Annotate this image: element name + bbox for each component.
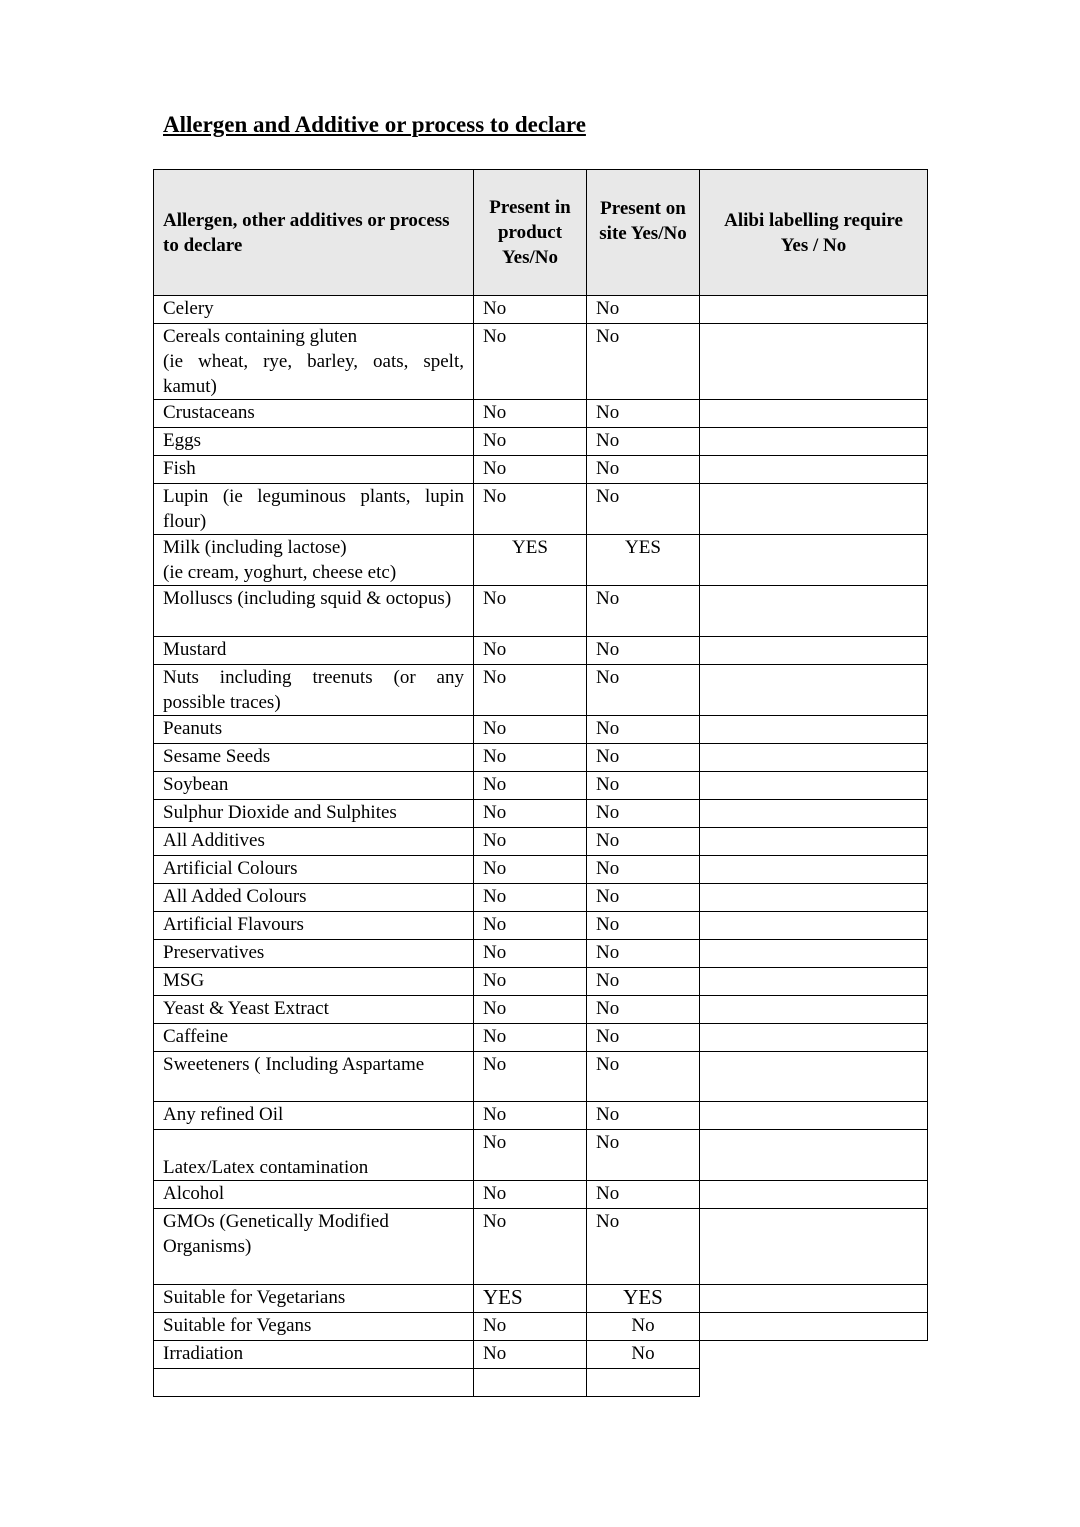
allergen-name: Soybean: [154, 772, 474, 800]
allergen-table: [153, 169, 928, 1397]
table-row: [154, 912, 928, 940]
labelling-cell: [700, 665, 928, 716]
allergen-name: Artificial Colours: [154, 856, 474, 884]
table-row: [154, 856, 928, 884]
labelling-cell: [700, 856, 928, 884]
table-row: [154, 1285, 928, 1313]
table-header-row: [154, 170, 928, 296]
present-on-site: No: [587, 1209, 700, 1285]
present-in-product: No: [474, 800, 587, 828]
table-row: [154, 586, 928, 637]
present-on-site: No: [587, 1102, 700, 1130]
present-in-product: No: [474, 884, 587, 912]
present-on-site: No: [587, 1024, 700, 1052]
present-in-product: No: [474, 772, 587, 800]
allergen-name: Mustard: [154, 637, 474, 665]
present-in-product: No: [474, 637, 587, 665]
labelling-cell: [700, 744, 928, 772]
table-row: [154, 535, 928, 586]
present-in-product: No: [474, 1024, 587, 1052]
table-row: [154, 637, 928, 665]
allergen-name-line2: (ie wheat, rye, barley, oats, spelt, kamut): [163, 351, 464, 397]
present-in-product: No: [474, 456, 587, 484]
empty-cell: [587, 1369, 700, 1397]
table-row: [154, 1130, 928, 1181]
header-labelling-required: Alibi labelling require Yes / No: [700, 170, 928, 296]
allergen-name: Molluscs (including squid & octopus): [154, 586, 474, 637]
allergen-name: Irradiation: [154, 1341, 474, 1369]
present-on-site: No: [587, 744, 700, 772]
present-in-product: No: [474, 296, 587, 324]
table-row: [154, 484, 928, 535]
table-row: [154, 996, 928, 1024]
labelling-cell: [700, 586, 928, 637]
labelling-cell: [700, 716, 928, 744]
table-row: [154, 800, 928, 828]
present-on-site: YES: [587, 1285, 700, 1313]
allergen-name: Eggs: [154, 428, 474, 456]
present-on-site: No: [587, 968, 700, 996]
present-on-site: No: [587, 484, 700, 535]
labelling-cell: [700, 637, 928, 665]
labelling-cell: [700, 1024, 928, 1052]
header-present-on-site: Present on site Yes/No: [587, 170, 700, 296]
allergen-name: Preservatives: [154, 940, 474, 968]
table-row: [154, 428, 928, 456]
allergen-name: All Additives: [154, 828, 474, 856]
present-in-product: No: [474, 1130, 587, 1181]
present-in-product: No: [474, 1052, 587, 1102]
present-on-site: No: [587, 665, 700, 716]
table-row: [154, 940, 928, 968]
present-on-site: No: [587, 996, 700, 1024]
table-row: [154, 400, 928, 428]
present-on-site: No: [587, 456, 700, 484]
present-on-site: No: [587, 1130, 700, 1181]
present-in-product: No: [474, 1181, 587, 1209]
present-in-product: No: [474, 940, 587, 968]
labelling-cell: [700, 1102, 928, 1130]
allergen-name: Yeast & Yeast Extract: [154, 996, 474, 1024]
labelling-cell: [700, 1181, 928, 1209]
table-row: [154, 1024, 928, 1052]
present-on-site: No: [587, 1181, 700, 1209]
present-on-site: No: [587, 586, 700, 637]
present-in-product: No: [474, 400, 587, 428]
present-on-site: No: [587, 716, 700, 744]
labelling-cell: [700, 484, 928, 535]
table-row: [154, 1313, 928, 1341]
table-row: [154, 1341, 928, 1369]
allergen-name: Any refined Oil: [154, 1102, 474, 1130]
present-on-site: No: [587, 400, 700, 428]
table-row: [154, 744, 928, 772]
present-on-site: No: [587, 828, 700, 856]
table-row: [154, 665, 928, 716]
allergen-name: Alcohol: [154, 1181, 474, 1209]
present-in-product: No: [474, 1341, 587, 1369]
labelling-cell: [700, 828, 928, 856]
allergen-name: Fish: [154, 456, 474, 484]
allergen-name-line1: Cereals containing gluten: [163, 326, 358, 347]
labelling-cell: [700, 940, 928, 968]
allergen-name-text: Latex/Latex contamination: [163, 1157, 369, 1178]
present-in-product: No: [474, 1209, 587, 1285]
empty-cell: [154, 1369, 474, 1397]
labelling-cell: [700, 772, 928, 800]
allergen-name: Nuts including treenuts (or any possible traces): [154, 665, 474, 716]
labelling-cell: [700, 1052, 928, 1102]
present-in-product: No: [474, 428, 587, 456]
present-in-product: No: [474, 744, 587, 772]
allergen-name: Artificial Flavours: [154, 912, 474, 940]
labelling-cell: [700, 912, 928, 940]
present-on-site: No: [587, 1313, 700, 1341]
labelling-cell: [700, 456, 928, 484]
allergen-name: [154, 1130, 474, 1181]
labelling-cell: [700, 968, 928, 996]
table-row: [154, 456, 928, 484]
allergen-name: MSG: [154, 968, 474, 996]
allergen-name: Sulphur Dioxide and Sulphites: [154, 800, 474, 828]
allergen-name: [154, 535, 474, 586]
present-in-product: No: [474, 665, 587, 716]
labelling-cell: [700, 296, 928, 324]
present-in-product: YES: [474, 535, 587, 586]
labelling-cell: [700, 1285, 928, 1313]
empty-area: [700, 1369, 928, 1397]
allergen-name: Sesame Seeds: [154, 744, 474, 772]
present-on-site: No: [587, 800, 700, 828]
empty-cell: [474, 1369, 587, 1397]
present-on-site: No: [587, 1341, 700, 1369]
present-on-site: No: [587, 428, 700, 456]
present-in-product: No: [474, 324, 587, 400]
allergen-name: Caffeine: [154, 1024, 474, 1052]
present-in-product: No: [474, 586, 587, 637]
header-present-in-product: Present in product Yes/No: [474, 170, 587, 296]
labelling-cell: [700, 1130, 928, 1181]
labelling-cell: [700, 996, 928, 1024]
labelling-cell: [700, 428, 928, 456]
table-row: [154, 1102, 928, 1130]
labelling-cell: [700, 324, 928, 400]
table-row: [154, 1181, 928, 1209]
table-row: [154, 1052, 928, 1102]
labelling-cell: [700, 884, 928, 912]
present-on-site: No: [587, 940, 700, 968]
present-on-site: No: [587, 772, 700, 800]
present-on-site: YES: [587, 535, 700, 586]
labelling-cell: [700, 535, 928, 586]
present-in-product: No: [474, 912, 587, 940]
present-on-site: No: [587, 912, 700, 940]
labelling-cell: [700, 1209, 928, 1285]
table-row: [154, 324, 928, 400]
allergen-name: GMOs (Genetically Modified Organisms): [154, 1209, 474, 1285]
allergen-name: Suitable for Vegans: [154, 1313, 474, 1341]
allergen-name: Peanuts: [154, 716, 474, 744]
table-row: [154, 1209, 928, 1285]
allergen-name: Lupin (ie leguminous plants, lupin flour): [154, 484, 474, 535]
present-on-site: No: [587, 637, 700, 665]
labelling-cell: [700, 400, 928, 428]
table-row-empty: [154, 1369, 928, 1397]
present-in-product: No: [474, 1102, 587, 1130]
present-in-product: No: [474, 856, 587, 884]
allergen-name: Crustaceans: [154, 400, 474, 428]
present-in-product: No: [474, 484, 587, 535]
labelling-cell: [700, 800, 928, 828]
present-in-product: No: [474, 716, 587, 744]
allergen-name-line2: (ie cream, yoghurt, cheese etc): [163, 562, 397, 583]
present-in-product: No: [474, 968, 587, 996]
table-row: [154, 296, 928, 324]
document-title: Allergen and Additive or process to declare: [163, 112, 586, 137]
allergen-name: Suitable for Vegetarians: [154, 1285, 474, 1313]
table-row: [154, 716, 928, 744]
allergen-name-line1: Milk (including lactose): [163, 537, 347, 558]
allergen-name: Celery: [154, 296, 474, 324]
present-on-site: No: [587, 856, 700, 884]
present-in-product: YES: [474, 1285, 587, 1313]
present-in-product: No: [474, 1313, 587, 1341]
header-allergen: Allergen, other additives or process to declare: [154, 170, 474, 296]
table-row: [154, 968, 928, 996]
present-on-site: No: [587, 324, 700, 400]
allergen-name: [154, 324, 474, 400]
present-on-site: No: [587, 884, 700, 912]
allergen-name: All Added Colours: [154, 884, 474, 912]
table-row: [154, 772, 928, 800]
allergen-name: Sweeteners ( Including Aspartame: [154, 1052, 474, 1102]
present-in-product: No: [474, 996, 587, 1024]
present-on-site: No: [587, 1052, 700, 1102]
present-on-site: No: [587, 296, 700, 324]
present-in-product: No: [474, 828, 587, 856]
empty-area: [700, 1341, 928, 1369]
table-row: [154, 828, 928, 856]
labelling-cell: [700, 1313, 928, 1341]
table-row: [154, 884, 928, 912]
